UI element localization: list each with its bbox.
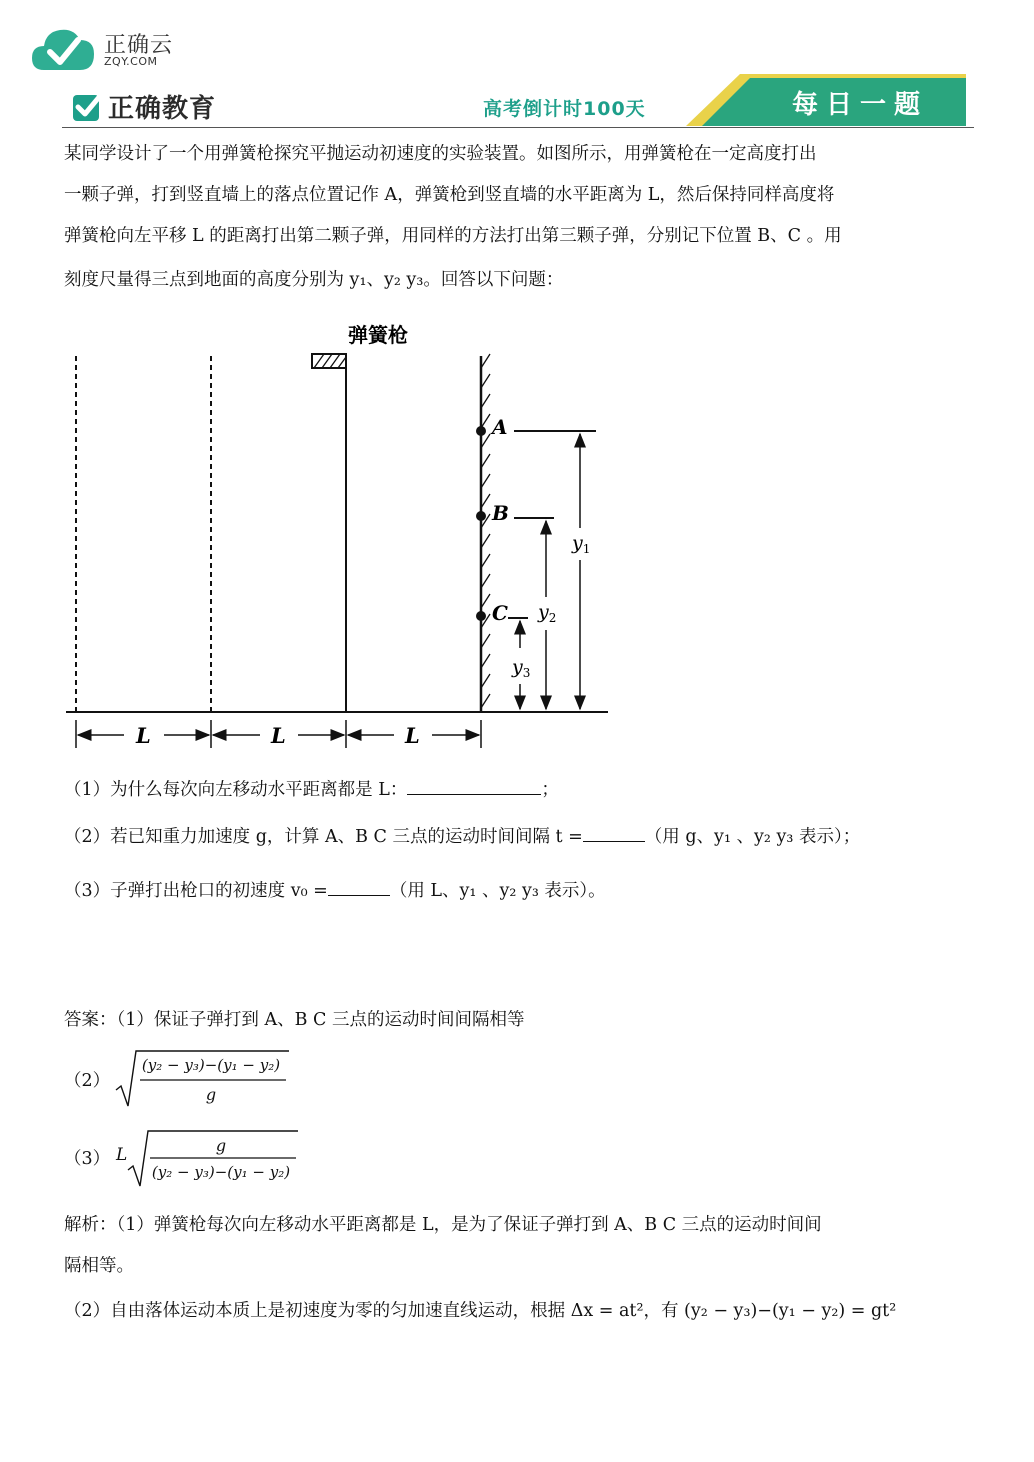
sub-question-3-end: （用 L、y₁ 、y₂ y₃ 表示）。 [389,881,606,901]
question-line-2: 一颗子弹，打到竖直墙上的落点位置记作 A，弹簧枪到竖直墙的水平距离为 L，然后保持同样高度将 [64,185,835,205]
y1-label: $y_1$ [572,532,591,556]
question-line-3: 弹簧枪向左平移 L 的距离打出第二颗子弹，用同样的方法打出第三颗子弹，分别记下位置 B、C 。用 [64,226,842,246]
answer-3-denominator: (y₂ − y₃)−(y₁ − y₂) [151,1163,291,1181]
sub-question-1 [64,776,559,801]
sub-question-3-text: （3）子弹打出枪口的初速度 v₀ = [64,881,328,901]
distance-label-2: L [271,723,286,748]
sub-question-1-end: ； [541,780,559,800]
question-line-1: 某同学设计了一个用弹簧枪探究平抛运动初速度的实验装置。如图所示，用弹簧枪在一定高度打出 [64,144,817,164]
analysis-1-line-2: 隔相等。 [64,1256,134,1276]
brand-name: 正确云 [104,33,174,58]
sub-question-2 [64,823,860,848]
distance-label-3: L [405,723,420,748]
checkbox-logo-icon [72,92,102,122]
edu-brand-name: 正确教育 [108,94,217,124]
question-line-4: 刻度尺量得三点到地面的高度分别为 y₁、y₂ y₃。回答以下问题： [64,270,564,290]
answer-1: 答案：（1）保证子弹打到 A、B C 三点的运动时间间隔相等 [64,1010,525,1030]
y2-label: $y_2$ [538,601,557,625]
answer-blank-2[interactable] [583,825,645,842]
answer-blank-3[interactable] [328,879,390,896]
experiment-diagram [60,322,620,762]
answer-3-prefix: L [116,1145,128,1165]
banner-title: 每日一题 [791,90,928,120]
countdown-text: 高考倒计时100天 [483,98,646,120]
point-c-label: C [492,601,508,625]
answer-2-numerator: (y₂ − y₃)−(y₁ − y₂) [141,1056,281,1074]
gun-label: 弹簧枪 [348,323,408,347]
distance-label-1: L [136,723,151,748]
wall-hatch [481,354,490,708]
point-b [476,511,486,521]
sub-question-3 [64,877,606,902]
spring-gun-icon [312,354,346,368]
answer-2-denominator: g [205,1085,217,1104]
answer-3-label: （3） [64,1149,111,1169]
analysis-1-line-1: 解析：（1）弹簧枪每次向左移动水平距离都是 L，是为了保证子弹打到 A、B C 三点的运动时间间 [64,1215,822,1235]
zqy-cloud-logo-icon [30,24,96,72]
brand-url: ZQY.COM [104,55,158,68]
analysis-2: （2）自由落体运动本质上是初速度为零的匀加速直线运动，根据 Δx = at²，有 (y₂ − y₃)−(y₁ − y₂) = gt² [64,1301,897,1321]
point-c [476,611,486,621]
answer-3-numerator: g [215,1136,227,1155]
sub-question-2-text: （2）若已知重力加速度 g，计算 A、B C 三点的运动时间间隔 t = [64,827,583,847]
sub-question-2-end: （用 g、y₁ 、y₂ y₃ 表示）； [644,827,861,847]
point-a-label: A [492,415,508,439]
header-divider [62,127,974,128]
answer-blank-1[interactable] [407,778,541,795]
point-a [476,426,486,436]
y3-label: $y_3$ [512,656,531,680]
answer-2-label: （2） [64,1071,111,1091]
point-b-label: B [492,501,509,525]
sub-question-1-text: （1）为什么每次向左移动水平距离都是 L： [64,780,408,800]
